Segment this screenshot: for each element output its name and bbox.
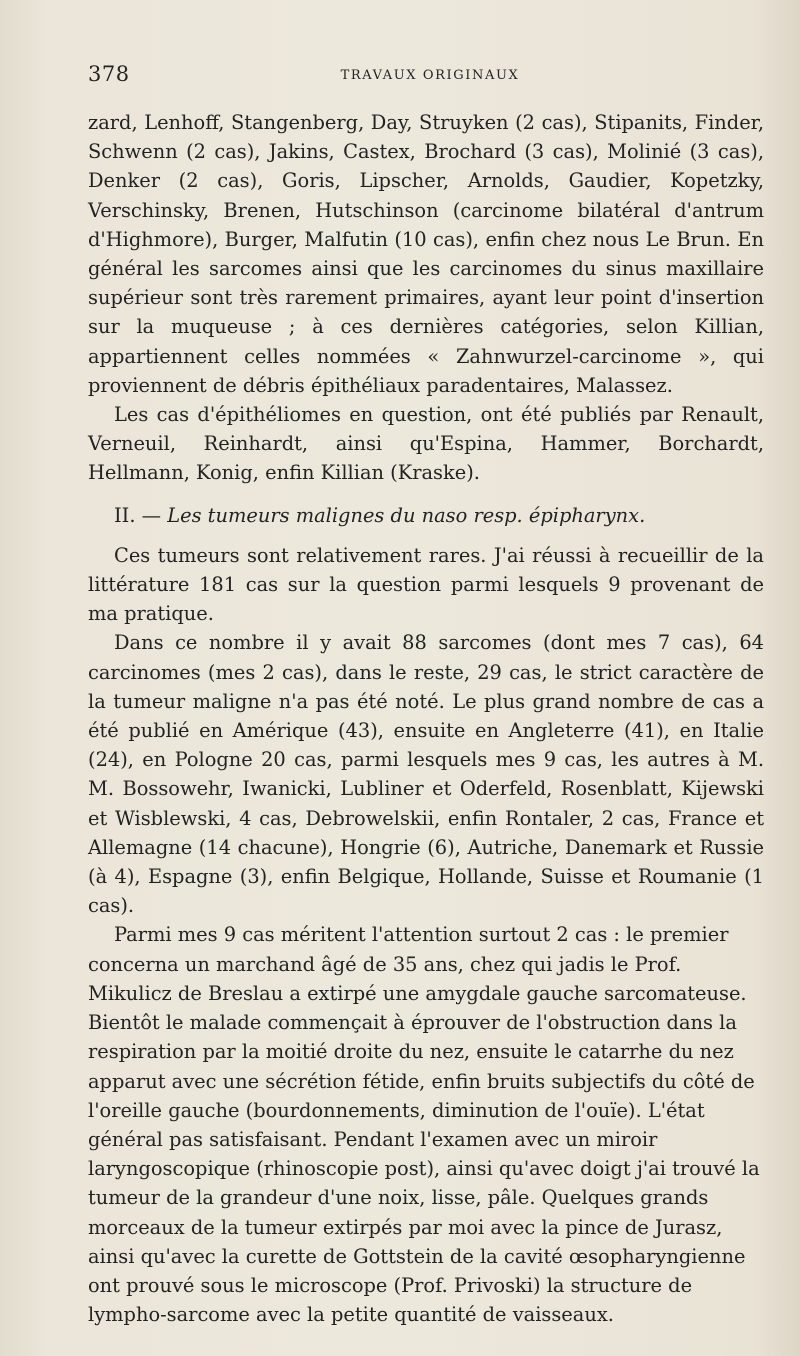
paragraph: Dans ce nombre il y avait 88 sarcomes (dont mes 7 cas), 64 carcinomes (mes 2 cas), dans le reste, 29 cas, le strict caractère de la tumeur maligne n'a pas été noté. Le plus grand nombre de cas a été publié en Amérique (43), ensuite en Angleterre (41), en Italie (24), en Pologne 20 cas, parmi lesquels mes 9 cas, les autres à M. M. Bossowehr, Iwanicki, Lubliner et Oderfeld, Rosenblatt, Kijewski et Wisblewski, 4 cas, Debrowelskii, enfin Rontaler, 2 cas, France et Allemagne (14 chacune), Hongrie (6), Autriche, Danemark et Russie (à 4), Espagne (3), enfin Belgique, Hollande, Suisse et Roumanie (1 cas). [88, 631, 764, 918]
section-number: II. — [114, 503, 162, 527]
section-title: Les tumeurs malignes du naso resp. épipharynx. [167, 503, 646, 527]
body-text [88, 108, 764, 1329]
paragraph: Parmi mes 9 cas méritent l'attention surtout 2 cas : le premier concerna un marchand âgé de 35 ans, chez qui jadis le Prof. Mikulicz de Breslau a extirpé une amygdale gauche sarcomateuse. Bientôt le malade commençait à éprouver de l'obstruction dans la respiration par la moitié droite du nez, ensuite le catarrhe du nez apparut avec une sécrétion fétide, enfin bruits subjectifs du côté de l'oreille gauche (bourdonnements, diminution de l'ouïe). L'état général pas satisfaisant. Pendant l'examen avec un miroir laryngoscopique (rhinoscopie post), ainsi qu'avec doigt j'ai trouvé la tumeur de la grandeur d'une noix, lisse, pâle. Quelques grands morceaux de la tumeur extirpés par moi avec la pince de Jurasz, ainsi qu'avec la curette de Gottstein de la cavité œsopharyngienne ont prouvé sous le microscope (Prof. Privoski) la structure de lympho-sarcome avec la petite quantité de vaisseaux. [88, 923, 760, 1327]
paragraph: Ces tumeurs sont relativement rares. J'ai réussi à recueillir de la littérature 181 cas sur la question parmi lesquels 9 provenant de ma pratique. [88, 543, 764, 626]
running-head: TRAVAUX ORIGINAUX [340, 68, 520, 83]
paragraph: zard, Lenhoff, Stangenberg, Day, Struyken (2 cas), Stipanits, Finder, Schwenn (2 cas), Jakins, Castex, Brochard (3 cas), Molinié (3 cas), Denker (2 cas), Goris, Lipscher, Arnolds, Gaudier, Kopetzky, Verschinsky, Brenen, Hutschinson (carcinome bilatéral d'antrum d'Highmore), Burger, Malfutin (10 cas), enfin chez nous Le Brun. En général les sarcomes ainsi que les carcinomes du sinus maxillaire supérieur sont très rarement primaires, ayant leur point d'insertion sur la muqueuse ; à ces dernières catégories, selon Killian, appartiennent celles nommées « Zahnwurzel-carcinome », qui proviennent de débris épithéliaux paradentaires, Malassez. [88, 111, 764, 397]
paragraph: Les cas d'épithéliomes en question, ont été publiés par Renault, Verneuil, Reinhardt, ainsi qu'Espina, Hammer, Borchardt, Hellmann, Konig, enfin Killian (Kraske). [88, 403, 764, 485]
page-number: 378 [88, 62, 130, 86]
section-heading [88, 501, 764, 530]
